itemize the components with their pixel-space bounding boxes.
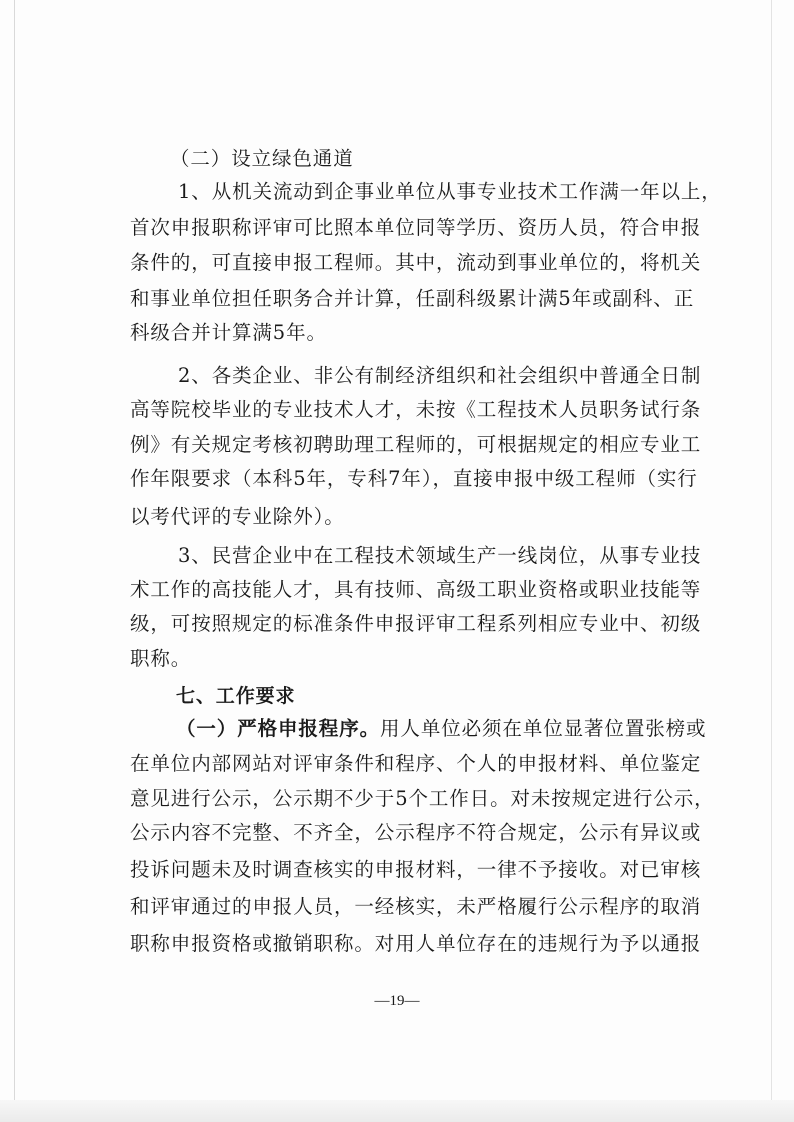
item-1-line-5: 科级合并计算满5年。 — [130, 321, 327, 344]
item-2-line-3: 例》有关规定考核初聘助理工程师的，可根据规定的相应专业工 — [130, 433, 702, 456]
page-number: —19— — [374, 993, 420, 1009]
section-7-heading: 七、工作要求 — [176, 685, 296, 707]
item-2-line-5: 以考代评的专业除外）。 — [130, 505, 345, 528]
item-2-line-1: 2、各类企业、非公有制经济组织和社会组织中普通全日制 — [178, 364, 702, 387]
requirement-1-line-4: 公示内容不完整、不齐全，公示程序不符合规定，公示有异议或 — [130, 821, 702, 844]
requirement-1-line-3: 意见进行公示，公示期不少于5个工作日。对未按规定进行公示， — [130, 787, 715, 810]
page-left-edge — [14, 0, 15, 1122]
requirement-1-line-5: 投诉问题未及时调查核实的申报材料，一律不予接收。对已审核 — [130, 858, 702, 881]
requirement-1-first-line-text: 用人单位必须在单位显著位置张榜或 — [380, 717, 707, 740]
requirement-1-line-6: 和评审通过的申报人员，一经核实，未严格履行公示程序的取消 — [130, 895, 702, 918]
item-1-line-1: 1、从机关流动到企事业单位从事专业技术工作满一年以上， — [178, 180, 722, 203]
item-3-line-1: 3、民营企业中在工程技术领域生产一线岗位，从事专业技 — [178, 544, 702, 567]
item-1-line-4: 和事业单位担任职务合并计算，任副科级累计满5年或副科、正 — [130, 287, 695, 310]
item-2-line-2: 高等院校毕业的专业技术人才，未按《工程技术人员职务试行条 — [130, 398, 702, 421]
item-3-line-3: 级，可按照规定的标准条件申报评审工程系列相应专业中、初级 — [130, 612, 702, 635]
item-1-line-2: 首次申报职称评审可比照本单位同等学历、资历人员，符合申报 — [130, 216, 702, 239]
item-1-line-3: 条件的，可直接申报工程师。其中，流动到事业单位的，将机关 — [130, 251, 702, 274]
requirement-1-line-7: 职称申报资格或撤销职称。对用人单位存在的违规行为予以通报 — [130, 932, 702, 955]
item-2-line-4: 作年限要求（本科5年，专科7年），直接申报中级工程师（实行 — [130, 467, 698, 490]
item-3-line-2: 术工作的高技能人才，具有技师、高级工职业资格或职业技能等 — [130, 578, 702, 601]
page-bottom-edge — [0, 1100, 794, 1122]
requirement-1-title: （一）严格申报程序。 — [176, 717, 381, 740]
item-3-line-4: 职称。 — [130, 647, 192, 670]
requirement-1-line-1 — [176, 717, 794, 741]
requirement-1-line-2: 在单位内部网站对评审条件和程序、个人的申报材料、单位鉴定 — [130, 752, 702, 775]
section-2-heading: （二）设立绿色通道 — [170, 147, 354, 170]
